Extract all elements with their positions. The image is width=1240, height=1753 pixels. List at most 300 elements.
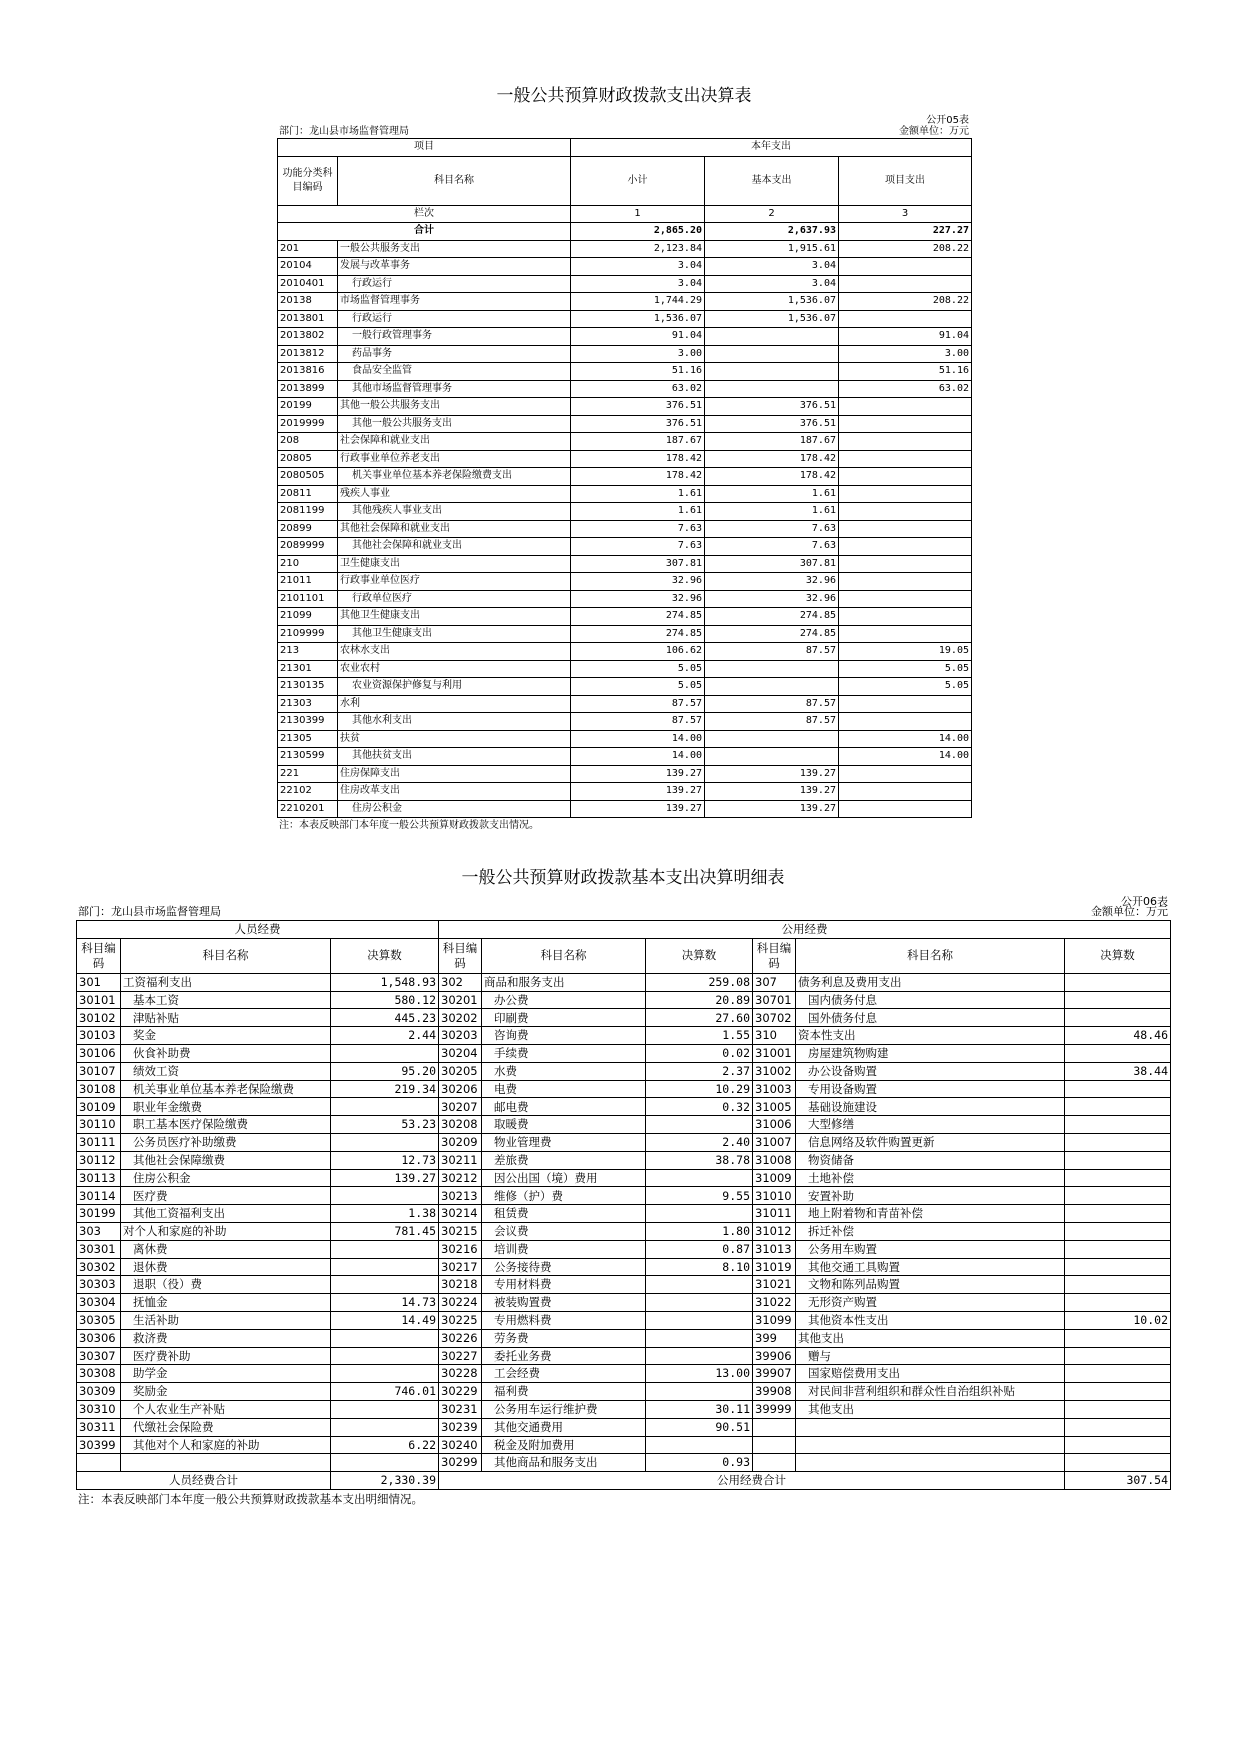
table-row: [278, 678, 972, 696]
amount-value: [331, 1400, 439, 1418]
subject-code: 30214: [439, 1205, 482, 1223]
subtotal-value: 3.04: [571, 275, 705, 293]
amount-value: 12.73: [331, 1151, 439, 1169]
project-value: [839, 555, 972, 573]
subject-name: 住房改革支出: [338, 783, 571, 801]
header-basic: 基本支出: [705, 156, 839, 205]
subject-code: 30203: [439, 1027, 482, 1045]
table1-note: 注：本表反映部门本年度一般公共预算财政拨款支出情况。: [279, 820, 539, 831]
subject-name: 信息网络及软件购置更新: [796, 1133, 1065, 1151]
amount-value: 6.22: [331, 1436, 439, 1454]
subject-code: 30217: [439, 1258, 482, 1276]
amount-value: [1065, 1418, 1171, 1436]
subject-name: 发展与改革事务: [338, 258, 571, 276]
subject-code: 307: [753, 973, 796, 991]
subject-code: 30301: [77, 1240, 121, 1258]
table-row: [278, 328, 972, 346]
project-value: 19.05: [839, 643, 972, 661]
basic-value: 87.57: [705, 643, 839, 661]
table-row: [77, 1311, 1171, 1329]
subject-name: 其他支出: [796, 1400, 1065, 1418]
basic-value: 139.27: [705, 800, 839, 818]
subtotal-value: 14.00: [571, 748, 705, 766]
subject-name: 个人农业生产补贴: [121, 1400, 331, 1418]
table-row: [77, 1347, 1171, 1365]
table-row: [278, 503, 972, 521]
amount-value: [646, 1436, 753, 1454]
amount-value: 139.27: [331, 1169, 439, 1187]
subtotal-value: 87.57: [571, 713, 705, 731]
subtotal-value: 106.62: [571, 643, 705, 661]
subject-code: 31022: [753, 1294, 796, 1312]
basic-value: [705, 678, 839, 696]
subject-name: 其他社会保障和就业支出: [338, 538, 571, 556]
table-row: [278, 293, 972, 311]
basic-value: 307.81: [705, 555, 839, 573]
amount-value: [646, 1383, 753, 1401]
header-amount: 决算数: [646, 938, 753, 973]
amount-value: 48.46: [1065, 1027, 1171, 1045]
header-personnel: 人员经费: [77, 921, 439, 939]
subject-code: 31009: [753, 1169, 796, 1187]
subject-code: 30218: [439, 1276, 482, 1294]
subject-code: 20104: [278, 258, 338, 276]
amount-value: 1,548.93: [331, 973, 439, 991]
header-func-code: 功能分类科目编码: [278, 156, 338, 205]
amount-value: [646, 1276, 753, 1294]
project-value: 51.16: [839, 363, 972, 381]
amount-value: 13.00: [646, 1365, 753, 1383]
amount-value: [646, 1311, 753, 1329]
subject-name: 公务接待费: [482, 1258, 646, 1276]
amount-value: 259.08: [646, 973, 753, 991]
subject-name: 拆迁补偿: [796, 1222, 1065, 1240]
subject-name: 国内债务付息: [796, 991, 1065, 1009]
amount-value: 0.02: [646, 1044, 753, 1062]
table-row: [77, 1276, 1171, 1294]
subject-name: 卫生健康支出: [338, 555, 571, 573]
subtotal-value: 91.04: [571, 328, 705, 346]
subject-code: 213: [278, 643, 338, 661]
subject-code: 31099: [753, 1311, 796, 1329]
project-value: [839, 415, 972, 433]
subject-code: 30108: [77, 1080, 121, 1098]
subject-name: 职业年金缴费: [121, 1098, 331, 1116]
project-value: [839, 783, 972, 801]
basic-value: [705, 345, 839, 363]
table-row: [77, 1418, 1171, 1436]
subject-code: 30228: [439, 1365, 482, 1383]
table-row: [77, 1222, 1171, 1240]
amount-value: [1065, 1365, 1171, 1383]
project-value: [839, 258, 972, 276]
subject-name: 资本性支出: [796, 1027, 1065, 1045]
table1: [277, 138, 972, 818]
header-public: 公用经费: [439, 921, 1171, 939]
subject-name: 奖金: [121, 1027, 331, 1045]
table-row: [278, 398, 972, 416]
subject-code: 30302: [77, 1258, 121, 1276]
project-value: [839, 468, 972, 486]
table-row: [77, 1454, 1171, 1472]
column-index-2: 2: [705, 205, 839, 223]
project-value: [839, 800, 972, 818]
column-index-1: 1: [571, 205, 705, 223]
table-row: [77, 1240, 1171, 1258]
table-row: [77, 1151, 1171, 1169]
table-row: [278, 433, 972, 451]
subject-name: 国外债务付息: [796, 1009, 1065, 1027]
totals-row: [77, 1472, 1171, 1490]
subject-code: 30702: [753, 1009, 796, 1027]
total-basic: 2,637.93: [705, 223, 839, 241]
subject-code: 208: [278, 433, 338, 451]
subject-code: 30299: [439, 1454, 482, 1472]
amount-value: [1065, 1276, 1171, 1294]
subject-code: 30303: [77, 1276, 121, 1294]
amount-value: [646, 1294, 753, 1312]
subject-code: 31007: [753, 1133, 796, 1151]
subject-name: 地上附着物和青苗补偿: [796, 1205, 1065, 1223]
amount-value: [331, 1187, 439, 1205]
amount-value: [1065, 973, 1171, 991]
project-value: [839, 485, 972, 503]
table-row: [77, 1205, 1171, 1223]
subject-code: 30201: [439, 991, 482, 1009]
subtotal-value: 2,123.84: [571, 240, 705, 258]
subject-code: 2089999: [278, 538, 338, 556]
subject-name: 公务用车运行维护费: [482, 1400, 646, 1418]
subject-name: 其他支出: [796, 1329, 1065, 1347]
subject-name: [796, 1436, 1065, 1454]
header-name: 科目名称: [121, 938, 331, 973]
subject-code: 30109: [77, 1098, 121, 1116]
basic-value: 274.85: [705, 608, 839, 626]
subject-code: 31012: [753, 1222, 796, 1240]
amount-value: [331, 1276, 439, 1294]
subject-code: 31021: [753, 1276, 796, 1294]
table-row: [278, 713, 972, 731]
project-value: 63.02: [839, 380, 972, 398]
header-subtotal: 小计: [571, 156, 705, 205]
subject-name: 农林水支出: [338, 643, 571, 661]
subject-code: 2130599: [278, 748, 338, 766]
subject-name: 电费: [482, 1080, 646, 1098]
table1-code: 公开05表: [926, 115, 969, 126]
subject-code: 30208: [439, 1116, 482, 1134]
table-row: [278, 608, 972, 626]
subtotal-value: 178.42: [571, 450, 705, 468]
subject-name: 助学金: [121, 1365, 331, 1383]
project-value: 14.00: [839, 730, 972, 748]
project-value: 208.22: [839, 240, 972, 258]
basic-value: 3.04: [705, 258, 839, 276]
basic-value: [705, 748, 839, 766]
subtotal-value: 1.61: [571, 485, 705, 503]
amount-value: 10.02: [1065, 1311, 1171, 1329]
table-row: [278, 573, 972, 591]
basic-value: 139.27: [705, 765, 839, 783]
subtotal-value: 3.00: [571, 345, 705, 363]
subject-code: 31006: [753, 1116, 796, 1134]
subject-name: 文物和陈列品购置: [796, 1276, 1065, 1294]
subject-code: 301: [77, 973, 121, 991]
subject-code: 30199: [77, 1205, 121, 1223]
table-row: [77, 1294, 1171, 1312]
amount-value: [331, 1347, 439, 1365]
project-value: [839, 608, 972, 626]
subject-code: 201: [278, 240, 338, 258]
subject-code: 20138: [278, 293, 338, 311]
table-row: [77, 1133, 1171, 1151]
subject-name: 代缴社会保险费: [121, 1418, 331, 1436]
table2-code: 公开06表: [1121, 895, 1168, 908]
basic-value: 87.57: [705, 695, 839, 713]
subject-code: 30211: [439, 1151, 482, 1169]
table-row: [77, 1436, 1171, 1454]
project-value: [839, 275, 972, 293]
table-row: [77, 1187, 1171, 1205]
table-row: [278, 310, 972, 328]
subject-code: 30112: [77, 1151, 121, 1169]
subtotal-value: 51.16: [571, 363, 705, 381]
subject-name: 水费: [482, 1062, 646, 1080]
amount-value: [331, 1098, 439, 1116]
basic-value: 376.51: [705, 415, 839, 433]
amount-value: 10.29: [646, 1080, 753, 1098]
subject-code: 30110: [77, 1116, 121, 1134]
amount-value: 1.38: [331, 1205, 439, 1223]
subject-code: 2109999: [278, 625, 338, 643]
subject-name: 因公出国（境）费用: [482, 1169, 646, 1187]
subject-name: 国家赔偿费用支出: [796, 1365, 1065, 1383]
subject-name: 对个人和家庭的补助: [121, 1222, 331, 1240]
subject-name: 安置补助: [796, 1187, 1065, 1205]
subtotal-value: 5.05: [571, 678, 705, 696]
subtotal-value: 32.96: [571, 573, 705, 591]
subject-code: 2013816: [278, 363, 338, 381]
amount-value: [1065, 1187, 1171, 1205]
table-row: [278, 345, 972, 363]
project-value: 91.04: [839, 328, 972, 346]
project-value: [839, 450, 972, 468]
subtotal-value: 187.67: [571, 433, 705, 451]
subject-name: 办公设备购置: [796, 1062, 1065, 1080]
table-row: [278, 380, 972, 398]
project-value: [839, 695, 972, 713]
amount-value: 781.45: [331, 1222, 439, 1240]
amount-value: 2.37: [646, 1062, 753, 1080]
subject-code: 30111: [77, 1133, 121, 1151]
subject-name: 劳务费: [482, 1329, 646, 1347]
header-code: 科目编码: [77, 938, 121, 973]
amount-value: [1065, 1329, 1171, 1347]
project-value: [839, 433, 972, 451]
subject-name: 商品和服务支出: [482, 973, 646, 991]
subject-name: 大型修缮: [796, 1116, 1065, 1134]
subject-name: 其他一般公共服务支出: [338, 415, 571, 433]
subject-name: 基本工资: [121, 991, 331, 1009]
subject-code: 399: [753, 1329, 796, 1347]
subject-name: 退休费: [121, 1258, 331, 1276]
subject-code: 39999: [753, 1400, 796, 1418]
subject-code: 30204: [439, 1044, 482, 1062]
subject-name: [121, 1454, 331, 1472]
total-label: 合计: [278, 223, 571, 241]
amount-value: 38.44: [1065, 1062, 1171, 1080]
expenditure-table-sheet: [277, 84, 971, 834]
subject-name: 土地补偿: [796, 1169, 1065, 1187]
subject-code: 30205: [439, 1062, 482, 1080]
subtotal-value: 139.27: [571, 765, 705, 783]
subject-code: 30305: [77, 1311, 121, 1329]
amount-value: [331, 1365, 439, 1383]
subject-name: 抚恤金: [121, 1294, 331, 1312]
project-value: [839, 590, 972, 608]
subject-code: 30102: [77, 1009, 121, 1027]
amount-value: [1065, 991, 1171, 1009]
subtotal-value: 307.81: [571, 555, 705, 573]
basic-value: 87.57: [705, 713, 839, 731]
amount-value: [1065, 1258, 1171, 1276]
subject-name: 一般公共服务支出: [338, 240, 571, 258]
personnel-total-value: 2,330.39: [331, 1472, 439, 1490]
subject-name: 办公费: [482, 991, 646, 1009]
amount-value: [331, 1418, 439, 1436]
subject-name: 专用设备购置: [796, 1080, 1065, 1098]
amount-value: 95.20: [331, 1062, 439, 1080]
amount-value: 30.11: [646, 1400, 753, 1418]
subject-code: 20199: [278, 398, 338, 416]
subject-name: 农业农村: [338, 660, 571, 678]
basic-value: 1.61: [705, 485, 839, 503]
subject-name: 医疗费: [121, 1187, 331, 1205]
subject-code: 30701: [753, 991, 796, 1009]
subject-code: 31003: [753, 1080, 796, 1098]
subject-code: 30213: [439, 1187, 482, 1205]
amount-value: [1065, 1436, 1171, 1454]
table-row: [77, 1383, 1171, 1401]
subject-name: 其他商品和服务支出: [482, 1454, 646, 1472]
subject-name: 住房公积金: [338, 800, 571, 818]
subject-name: 其他社会保障缴费: [121, 1151, 331, 1169]
table-row: [77, 973, 1171, 991]
subject-code: 39907: [753, 1365, 796, 1383]
subject-code: 30226: [439, 1329, 482, 1347]
table-row: [278, 520, 972, 538]
header-code: 科目编码: [753, 938, 796, 973]
table-row: [278, 538, 972, 556]
table2-note: 注：本表反映部门本年度一般公共预算财政拨款基本支出明细情况。: [78, 1491, 423, 1506]
subtotal-value: 7.63: [571, 538, 705, 556]
amount-value: 9.55: [646, 1187, 753, 1205]
subject-name: 赠与: [796, 1347, 1065, 1365]
table-row: [77, 991, 1171, 1009]
table-row: [77, 1044, 1171, 1062]
amount-value: [1065, 1400, 1171, 1418]
subject-code: 20805: [278, 450, 338, 468]
subject-code: 31001: [753, 1044, 796, 1062]
subject-name: 邮电费: [482, 1098, 646, 1116]
personnel-total-label: 人员经费合计: [77, 1472, 331, 1490]
subtotal-value: 139.27: [571, 800, 705, 818]
amount-value: [331, 1240, 439, 1258]
table2-meta: [76, 892, 1170, 920]
subject-name: 无形资产购置: [796, 1294, 1065, 1312]
subject-code: 310: [753, 1027, 796, 1045]
subject-name: 对民间非营利组织和群众性自治组织补贴: [796, 1383, 1065, 1401]
table-row: [278, 730, 972, 748]
amount-value: [646, 1116, 753, 1134]
subject-code: [753, 1418, 796, 1436]
subject-name: [796, 1418, 1065, 1436]
subject-name: 基础设施建设: [796, 1098, 1065, 1116]
subject-name: 职工基本医疗保险缴费: [121, 1116, 331, 1134]
subject-code: 30113: [77, 1169, 121, 1187]
amount-value: 38.78: [646, 1151, 753, 1169]
amount-value: 53.23: [331, 1116, 439, 1134]
subject-code: 30239: [439, 1418, 482, 1436]
amount-value: [1065, 1294, 1171, 1312]
subject-name: 行政事业单位养老支出: [338, 450, 571, 468]
amount-value: [646, 1329, 753, 1347]
table-row: [278, 590, 972, 608]
table-row: [278, 258, 972, 276]
subtotal-value: 274.85: [571, 625, 705, 643]
table-row: [278, 800, 972, 818]
basic-value: 274.85: [705, 625, 839, 643]
subject-name: 物业管理费: [482, 1133, 646, 1151]
subject-code: 30107: [77, 1062, 121, 1080]
table-row: [278, 625, 972, 643]
amount-value: [1065, 1454, 1171, 1472]
amount-value: [1065, 1009, 1171, 1027]
subject-code: 30101: [77, 991, 121, 1009]
basic-value: [705, 328, 839, 346]
amount-value: 0.32: [646, 1098, 753, 1116]
subject-name: 其他资本性支出: [796, 1311, 1065, 1329]
basic-value: [705, 380, 839, 398]
table2-department: 部门：龙山县市场监督管理局: [78, 905, 221, 918]
table-row: [278, 468, 972, 486]
subject-code: 30308: [77, 1365, 121, 1383]
subtotal-value: 3.04: [571, 258, 705, 276]
amount-value: [1065, 1151, 1171, 1169]
subject-name: 工资福利支出: [121, 973, 331, 991]
subtotal-value: 376.51: [571, 415, 705, 433]
column-index-3: 3: [839, 205, 972, 223]
amount-value: [1065, 1383, 1171, 1401]
amount-value: 1.55: [646, 1027, 753, 1045]
subject-name: 维修（护）费: [482, 1187, 646, 1205]
amount-value: [646, 1205, 753, 1223]
basic-value: 1,536.07: [705, 310, 839, 328]
subject-code: 30304: [77, 1294, 121, 1312]
subtotal-value: 1,744.29: [571, 293, 705, 311]
subject-name: 伙食补助费: [121, 1044, 331, 1062]
subject-name: 印刷费: [482, 1009, 646, 1027]
subject-name: 一般行政管理事务: [338, 328, 571, 346]
basic-value: 376.51: [705, 398, 839, 416]
subject-name: 其他水利支出: [338, 713, 571, 731]
project-value: [839, 765, 972, 783]
subject-code: [753, 1454, 796, 1472]
subject-code: 2210201: [278, 800, 338, 818]
basic-value: 1,915.61: [705, 240, 839, 258]
subject-code: 30310: [77, 1400, 121, 1418]
amount-value: 445.23: [331, 1009, 439, 1027]
subject-code: 30306: [77, 1329, 121, 1347]
